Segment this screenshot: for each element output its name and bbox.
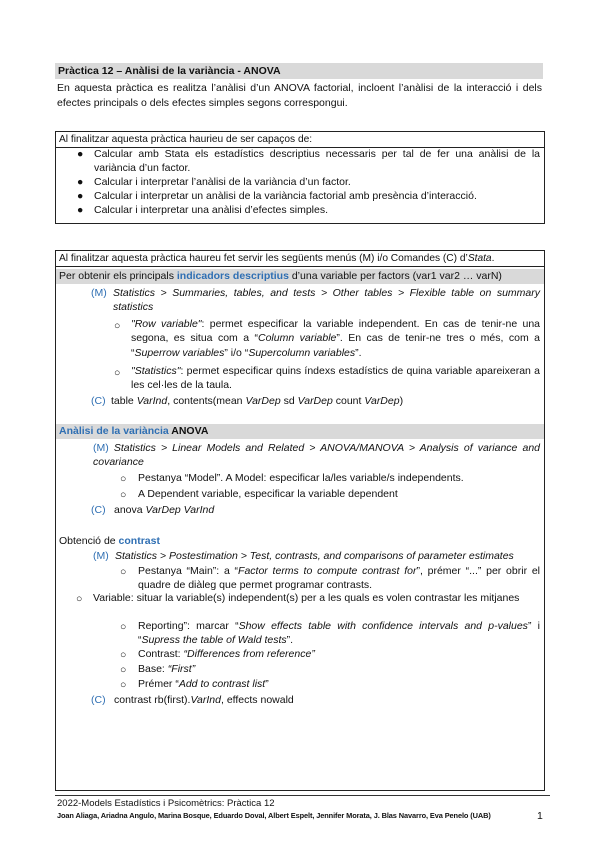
menu-path-anova: (M) Statistics > Linear Models and Related > ANOVA/MANOVA > Analysis of variance and covariance [93, 442, 540, 469]
bullet-icon: ● [77, 203, 84, 216]
menu-marker: (M) [93, 550, 109, 562]
command-anova: anova VarDep VarInd [114, 504, 215, 516]
command-marker: (C) [91, 504, 106, 516]
contrast-main-note: Pestanya “Main”: a “Factor terms to compute contrast for”, prémer “...” per obrir el quadre de diàleg que permet programar contrasts. [138, 565, 540, 592]
objective-item: ● Calcular i interpretar l’anàlisi de la variància d’un factor. [77, 175, 351, 188]
command-table: table VarInd, contents(mean VarDep sd VarDep count VarDep) [111, 395, 404, 407]
bullet-icon: ○ [120, 566, 127, 578]
bullet-icon: ● [77, 148, 84, 160]
menus-heading: Al finalitzar aquesta pràctica haureu fet servir les següents menús (M) i/o Comandes (C) d’Stata. [56, 251, 544, 267]
objective-item: ● Calcular i interpretar un anàlisi de la variància factorial amb presència d’interacció. [77, 189, 477, 202]
bullet-icon: ○ [120, 679, 127, 691]
bullet-icon: ○ [120, 473, 127, 485]
command-marker: (C) [91, 694, 106, 706]
bullet-icon: ○ [120, 649, 127, 661]
objectives-list [56, 148, 540, 218]
bullet-icon: ○ [114, 367, 121, 379]
bullet-icon: ○ [114, 320, 121, 332]
menus-box [55, 250, 545, 791]
bullet-icon: ○ [76, 593, 83, 605]
objectives-heading: Al finalitzar aquesta pràctica haurieu de ser capaços de: [56, 132, 544, 148]
row-variable-note: "Row variable": permet especificar la variable independent. En cas de tenir-ne una segona, es situa com a “Column variable”. En cas de tenir-ne tres o més, com a “Superrow variables” i/o “Supercolumn variables”. [131, 318, 541, 359]
title-bar [55, 63, 543, 79]
objective-item: ● Calcular amb Stata els estadístics descriptius necessaris per tal de fer una anàlisi de la variància d’un factor. [77, 148, 540, 174]
anova-dependent-note: A Dependent variable, especificar la variable dependent [138, 488, 398, 500]
command-marker: (C) [91, 395, 106, 407]
bullet-icon: ○ [120, 489, 127, 501]
contrast-base-note: Base: “First” [138, 663, 196, 675]
contrast-add-note: Prémer “Add to contrast list” [138, 678, 269, 690]
footer-divider [55, 795, 550, 796]
page-number: 1 [537, 810, 543, 822]
statistics-note: "Statistics": permet especificar quins índexs estadístics de quina variable apareixeran a les cel·les de la taula. [131, 365, 540, 392]
objectives-box [55, 131, 545, 224]
contrast-type-note: Contrast: “Differences from reference” [138, 648, 315, 660]
intro-paragraph: En aquesta pràctica es realitza l’anàlisi d’un ANOVA factorial, incloent l’anàlisi de la interacció i dels efectes principals o dels efectes simples segons correspongui. [57, 82, 542, 109]
section-contrast: Obtenció de contrast [59, 535, 160, 547]
page-title: Pràctica 12 – Anàlisi de la variància - ANOVA [58, 65, 281, 77]
menu-path-contrast: Statistics > Postestimation > Test, contrasts, and comparisons of parameter estimates [115, 550, 514, 562]
bullet-icon: ○ [120, 664, 127, 676]
contrast-variable-note: Variable: situar la variable(s) independent(s) per a les quals es volen contrastar les mitjanes [93, 592, 520, 604]
footer-course: 2022-Models Estadístics i Psicomètrics: Pràctica 12 [57, 798, 275, 809]
bullet-icon: ○ [120, 621, 127, 633]
section-anova: Anàlisi de la variància ANOVA [56, 424, 544, 439]
menu-marker: (M) [91, 287, 107, 299]
menu-path-descriptives: Statistics > Summaries, tables, and tests > Other tables > Flexible table on summary statistics [113, 287, 540, 314]
command-contrast: contrast rb(first).VarInd, effects nowald [114, 694, 294, 706]
bullet-icon: ● [77, 189, 84, 202]
anova-model-note: Pestanya “Model”. A Model: especificar la/les variable/s independents. [138, 472, 464, 484]
footer-authors: Joan Aliaga, Ariadna Angulo, Marina Bosque, Eduardo Doval, Albert Espelt, Jennifer Morata, J. Blas Navarro, Eva Penelo (UAB) [57, 811, 491, 820]
objective-item: ● Calcular i interpretar una anàlisi d’efectes simples. [77, 203, 329, 216]
section-descriptives: Per obtenir els principals indicadors descriptius d’una variable per factors (var1 var2 … varN) [56, 269, 544, 284]
bullet-icon: ● [77, 175, 84, 188]
contrast-reporting-note: Reporting”: marcar “Show effects table with confidence intervals and p-values” i “Supress the table of Wald tests”. [138, 620, 540, 647]
